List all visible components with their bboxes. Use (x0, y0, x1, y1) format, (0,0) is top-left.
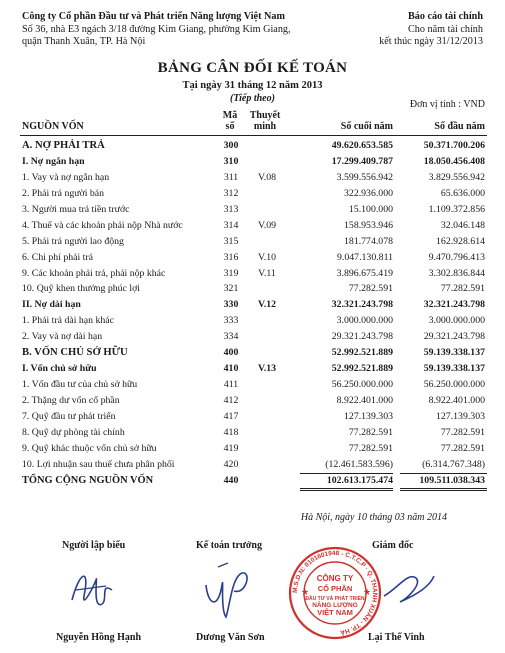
cell-code: 313 (223, 203, 239, 215)
cell-code: 300 (223, 140, 239, 151)
cell-name: TỔNG CỘNG NGUỒN VỐN (22, 474, 154, 486)
table-row (0, 362, 505, 378)
table-row (0, 282, 505, 298)
cell-begin: 50.371.700.206 (423, 140, 485, 151)
cell-code: 312 (223, 187, 239, 199)
cell-name: 9. Các khoản phải trả, phải nộp khác (22, 267, 166, 279)
cell-begin: 109.511.038.343 (419, 474, 485, 486)
svg-text:★: ★ (363, 587, 372, 597)
total-double-rule (300, 488, 393, 491)
cell-begin: 9.470.796.413 (428, 251, 485, 263)
cell-end: 77.282.591 (348, 426, 393, 438)
cell-end: 52.992.521.889 (331, 363, 393, 375)
svg-text:★: ★ (301, 587, 310, 597)
cell-begin: 32.046.148 (440, 219, 485, 231)
continued-note: (Tiếp theo) (230, 93, 275, 104)
cell-begin: 3.829.556.942 (428, 171, 485, 183)
cell-end: 52.992.521.889 (331, 347, 393, 359)
company-address-line2: quận Thanh Xuân, TP. Hà Nội (22, 36, 146, 48)
document-title: BẢNG CÂN ĐỐI KẾ TOÁN (157, 60, 348, 76)
cell-name: 2. Phải trả người bán (22, 187, 105, 199)
cell-name: 6. Chi phí phải trả (22, 251, 94, 263)
cell-code: 419 (223, 442, 239, 454)
cell-end: 32.321.243.798 (331, 299, 393, 311)
report-info (323, 11, 483, 49)
table-row (0, 458, 505, 474)
cell-begin: 59.139.338.137 (423, 347, 485, 359)
cell-code: 311 (223, 171, 239, 183)
cell-name: 2. Vay và nợ dài hạn (22, 331, 103, 343)
table-row (0, 394, 505, 410)
preparer-name: Nguyễn Hồng Hạnh (56, 632, 142, 643)
company-name: Công ty Cổ phần Đầu tư và Phát triển Năng lượng Việt Nam (22, 11, 285, 22)
cell-end: 102.613.175.474 (326, 474, 393, 486)
document-subtitle: Tại ngày 31 tháng 12 năm 2013 (182, 80, 323, 91)
cell-code: 314 (223, 219, 239, 231)
col-header-code (215, 110, 245, 132)
cell-begin: (6.314.767.348) (422, 458, 485, 470)
currency-unit: Đơn vị tính : VND (409, 99, 485, 110)
cell-note: V.12 (257, 299, 277, 311)
cell-name: 1. Vốn đầu tư của chủ sở hữu (22, 379, 138, 391)
cell-begin: 77.282.591 (440, 442, 485, 454)
svg-text:M.S.D.N: 0101601948 - C.T.C.P: M.S.D.N: 0101601948 - C.T.C.P · Q. THANH XUÂN - TP. HÀ (291, 549, 379, 636)
cell-end: 9.047.130.811 (337, 251, 393, 263)
cell-begin: 29.321.243.798 (423, 331, 485, 343)
table-row (0, 219, 505, 235)
report-period-line1: Cho năm tài chính (408, 23, 483, 35)
table-row (0, 442, 505, 458)
col-header-end: Số cuối năm (340, 121, 393, 132)
table-row (0, 139, 505, 155)
table-row (0, 235, 505, 251)
cell-code: 333 (223, 315, 239, 327)
place-date: Hà Nội, ngày 10 tháng 03 năm 2014 (300, 512, 447, 523)
cell-end: 322.936.000 (344, 187, 393, 199)
cell-end: 8.922.401.000 (336, 395, 393, 406)
cell-begin: 56.250.000.000 (423, 379, 485, 391)
cell-name: 10. Quỹ khen thưởng phúc lợi (22, 283, 140, 295)
cell-begin: 1.109.372.856 (428, 203, 485, 215)
cell-note: V.08 (257, 171, 277, 183)
cell-end: 77.282.591 (348, 283, 393, 295)
cell-code: 417 (223, 410, 239, 422)
cell-code: 400 (223, 347, 239, 359)
cell-end: (12.461.583.596) (325, 458, 393, 470)
col-header-note (244, 110, 286, 132)
col-header-begin: Số đầu năm (434, 121, 485, 132)
svg-text:NĂNG LƯỢNG: NĂNG LƯỢNG (312, 601, 358, 609)
cell-end: 29.321.243.798 (331, 331, 393, 343)
total-double-rule (400, 488, 487, 491)
table-row (0, 251, 505, 267)
director-name: Lại Thế Vinh (368, 632, 425, 643)
cell-begin: 77.282.591 (440, 283, 485, 295)
cell-end: 3.000.000.000 (336, 315, 393, 327)
cell-name: 9. Quỹ khác thuộc vốn chủ sở hữu (22, 442, 157, 454)
cell-end: 158.953.946 (344, 219, 393, 231)
cell-name: 8. Quỹ dự phòng tài chính (22, 426, 125, 438)
cell-note: V.13 (257, 363, 277, 375)
cell-begin: 3.000.000.000 (428, 315, 485, 327)
cell-begin: 32.321.243.798 (423, 299, 485, 311)
cell-end: 17.299.409.787 (331, 155, 393, 167)
cell-name: 3. Người mua trả tiền trước (22, 203, 130, 215)
cell-end: 56.250.000.000 (331, 379, 393, 391)
table-row (0, 187, 505, 203)
table-row (0, 426, 505, 442)
cell-code: 316 (223, 251, 239, 263)
cell-code: 330 (223, 299, 239, 311)
cell-code: 315 (223, 235, 239, 247)
table-row (0, 267, 505, 283)
table-row (0, 410, 505, 426)
cell-begin: 77.282.591 (440, 426, 485, 438)
cell-begin: 65.636.000 (440, 187, 485, 199)
accountant-role: Kế toán trưởng (196, 540, 262, 551)
report-period-line2: kết thúc ngày 31/12/2013 (379, 36, 483, 48)
table-row (0, 298, 505, 314)
table-row (0, 171, 505, 187)
cell-end: 3.896.675.419 (336, 267, 393, 279)
cell-note: V.09 (257, 219, 277, 231)
company-seal (287, 545, 383, 641)
company-address-line1: Số 36, nhà E3 ngách 3/18 đường Kim Giang, phường Kim Giang, (22, 23, 291, 35)
table-row (0, 330, 505, 346)
cell-begin: 59.139.338.137 (423, 363, 485, 375)
cell-code: 319 (223, 267, 239, 279)
table-row (0, 155, 505, 171)
svg-text:CÔNG TY: CÔNG TY (316, 574, 354, 583)
preparer-role: Người lập biểu (62, 540, 126, 551)
cell-code: 321 (223, 283, 239, 295)
table-row (0, 378, 505, 394)
cell-note: V.11 (258, 267, 276, 279)
company-header (22, 11, 322, 49)
cell-end: 181.774.078 (344, 235, 393, 247)
preparer-signature (62, 560, 122, 620)
cell-name: I. Nợ ngắn hạn (22, 155, 85, 167)
cell-begin: 18.050.456.408 (423, 155, 485, 167)
cell-code: 411 (223, 379, 239, 391)
cell-name: II. Nợ dài hạn (22, 299, 81, 311)
svg-text:VIỆT NAM: VIỆT NAM (317, 608, 353, 618)
header-rule (20, 135, 487, 136)
cell-end: 127.139.303 (344, 410, 393, 422)
cell-name: 1. Vay và nợ ngắn hạn (22, 171, 110, 183)
cell-name: I. Vốn chủ sở hữu (22, 363, 97, 375)
table-row (0, 474, 505, 490)
cell-name: 1. Phải trả dài hạn khác (22, 315, 114, 327)
cell-end: 77.282.591 (348, 442, 393, 454)
cell-begin: 162.928.614 (436, 235, 485, 247)
cell-code: 412 (223, 395, 239, 406)
col-header-code-line1: Mã (222, 110, 238, 121)
table-row (0, 346, 505, 362)
cell-name: B. VỐN CHỦ SỞ HỮU (22, 347, 128, 359)
cell-code: 310 (223, 155, 239, 167)
cell-name: 10. Lợi nhuận sau thuế chưa phân phối (22, 458, 175, 470)
cell-code: 420 (223, 458, 239, 470)
cell-begin: 8.922.401.000 (428, 395, 485, 406)
accountant-signature (198, 555, 258, 625)
svg-text:CỔ PHẦN: CỔ PHẦN (317, 583, 353, 593)
cell-begin: 3.302.836.844 (428, 267, 485, 279)
col-header-code-line2: số (225, 121, 235, 132)
accountant-name: Dương Văn Sơn (196, 632, 265, 643)
cell-code: 440 (223, 474, 239, 486)
cell-name: 4. Thuế và các khoản phải nộp Nhà nước (22, 219, 183, 231)
balance-table (0, 139, 505, 490)
cell-name: 7. Quỹ đầu tư phát triển (22, 410, 116, 422)
col-header-source: NGUỒN VỐN (22, 121, 84, 132)
cell-note: V.10 (257, 251, 277, 263)
cell-name: 2. Thặng dư vốn cổ phần (22, 395, 120, 406)
cell-code: 410 (223, 363, 239, 375)
report-title: Báo cáo tài chính (408, 11, 483, 22)
director-role: Giám đốc (372, 540, 414, 551)
table-row (0, 203, 505, 219)
cell-end: 3.599.556.942 (336, 171, 393, 183)
cell-code: 418 (223, 426, 239, 438)
cell-code: 334 (223, 331, 239, 343)
cell-name: A. NỢ PHẢI TRẢ (22, 140, 105, 151)
cell-end: 15.100.000 (348, 203, 393, 215)
cell-end: 49.620.653.585 (331, 140, 393, 151)
col-header-note-line1: Thuyết (249, 110, 281, 121)
col-header-note-line2: minh (253, 121, 277, 132)
director-signature (378, 558, 438, 618)
svg-text:ĐẦU TƯ VÀ PHÁT TRIỂN: ĐẦU TƯ VÀ PHÁT TRIỂN (305, 596, 365, 603)
table-row (0, 314, 505, 330)
cell-name: 5. Phải trả người lao động (22, 235, 124, 247)
cell-begin: 127.139.303 (436, 410, 485, 422)
